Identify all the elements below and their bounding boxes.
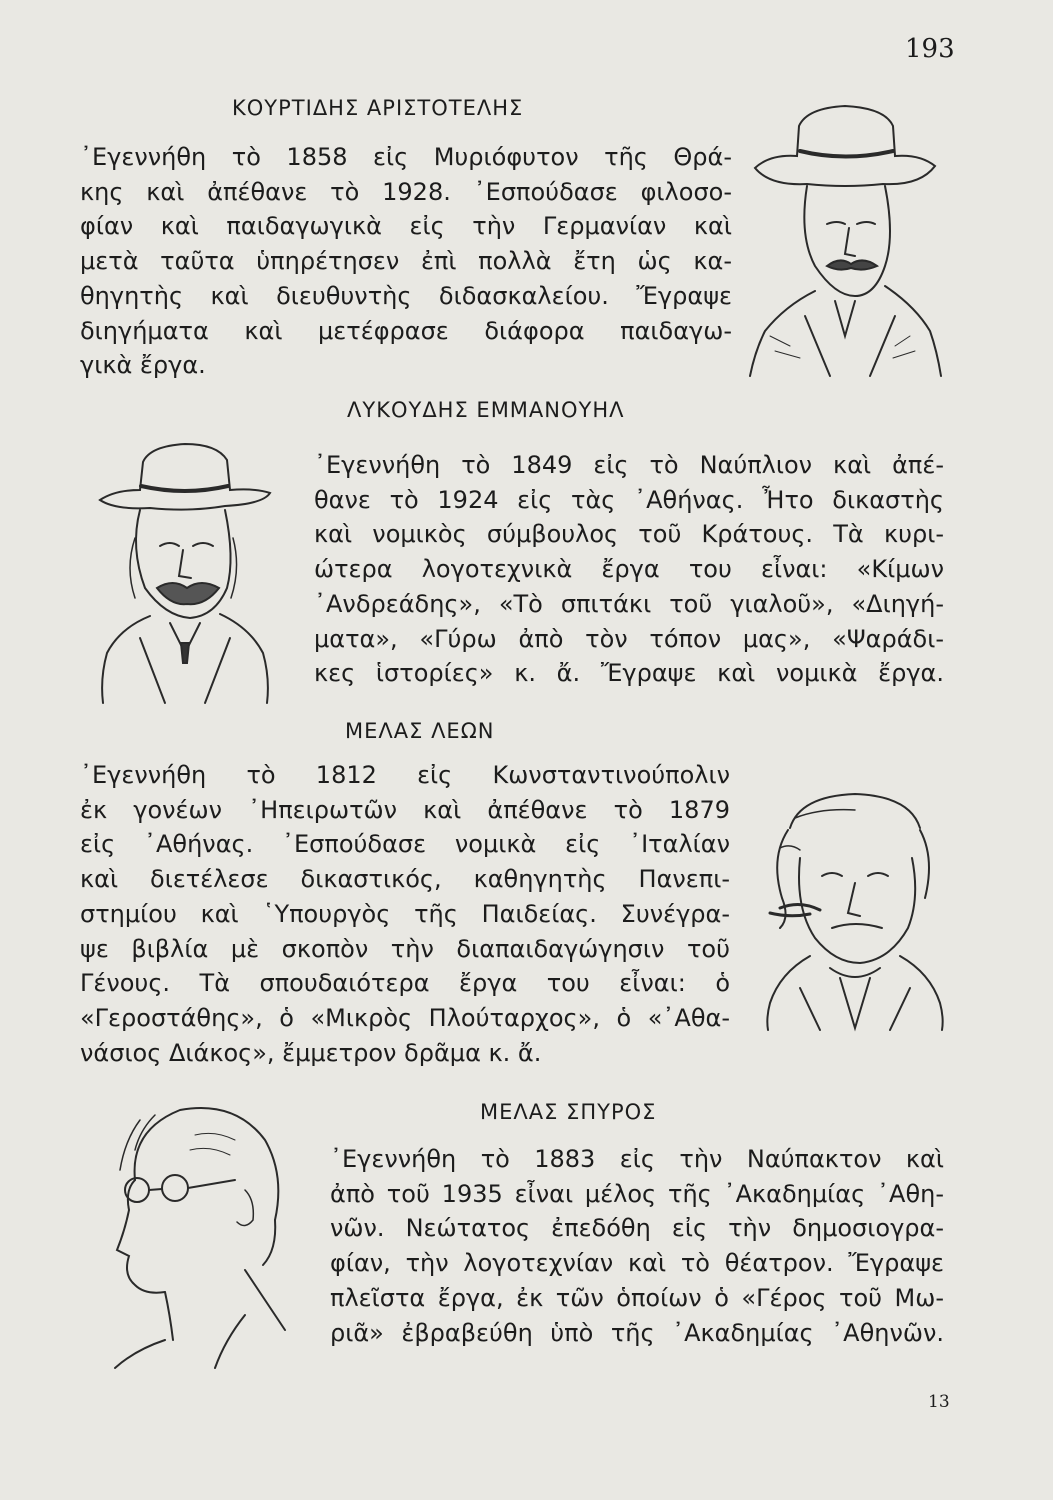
page-number: 193	[905, 34, 955, 64]
text-line: ᾿Εγεννήθη τὸ 1858 εἰς Μυριόφυτον τῆς Θρά-	[80, 143, 732, 171]
entry-heading-kourtidis: ΚΟΥΡΤΙΔΗΣ ΑΡΙΣΤΟΤΕΛΗΣ	[232, 96, 524, 120]
footer-page-number: 13	[928, 1392, 950, 1412]
text-line: γικὰ ἔργα.	[80, 351, 206, 380]
text-line: ᾿Εγεννήθη τὸ 1883 εἰς τὴν Ναύπακτον καὶ	[330, 1145, 944, 1173]
text-line: νάσιος Διάκος», ἔμμετρον δρᾶμα κ. ἄ.	[80, 1038, 542, 1067]
text-line: ριᾶ» ἐβραβεύθη ὑπὸ τῆς ᾿Ακαδημίας ᾿Αθηνῶν.	[330, 1318, 944, 1347]
entry-text-melas-leon	[80, 758, 730, 1070]
text-line: ματα», «Γύρω ἀπὸ τὸν τόπον μας», «Ψαράδι-	[314, 624, 944, 653]
entry-heading-melas-spyros: ΜΕΛΑΣ ΣΠΥΡΟΣ	[480, 1100, 657, 1124]
text-line: ᾿Εγεννήθη τὸ 1849 εἰς τὸ Ναύπλιον καὶ ἀπέ-	[314, 451, 944, 479]
portrait-lykoudis	[95, 438, 275, 708]
text-line: θηγητὴς καὶ διευθυντὴς διδασκαλείου. Ἔγραψε	[80, 281, 732, 310]
text-line: φίαν καὶ παιδαγωγικὰ εἰς τὴν Γερμανίαν καὶ	[80, 212, 732, 241]
entry-text-melas-spyros	[330, 1142, 944, 1350]
text-line: ᾿Εγεννήθη τὸ 1812 εἰς Κωνσταντινούπολιν	[80, 761, 730, 789]
text-line: κης καὶ ἀπέθανε τὸ 1928. ᾿Εσπούδασε φιλοσο-	[80, 177, 732, 206]
text-line: πλεῖστα ἔργα, ἐκ τῶν ὁποίων ὁ «Γέρος τοῦ Μω-	[330, 1283, 944, 1312]
entry-text-lykoudis	[314, 448, 944, 691]
text-line: καὶ διετέλεσε δικαστικός, καθηγητὴς Πανεπι-	[80, 865, 730, 894]
text-line: διηγήματα καὶ μετέφρασε διάφορα παιδαγω-	[80, 316, 732, 345]
text-line: ψε βιβλία μὲ σκοπὸν τὴν διαπαιδαγώγησιν τοῦ	[80, 934, 730, 963]
entry-heading-lykoudis: ΛΥΚΟΥΔΗΣ ΕΜΜΑΝΟΥΗΛ	[347, 398, 625, 422]
entry-text-kourtidis	[80, 140, 732, 383]
text-line: νῶν. Νεώτατος ἐπεδόθη εἰς τὴν δημοσιογρα-	[330, 1214, 944, 1243]
text-line: καὶ νομικὸς σύμβουλος τοῦ Κράτους. Τὰ κυρι-	[314, 520, 944, 549]
text-line: κες ἱστορίες» κ. ἄ. Ἔγραψε καὶ νομικὰ ἔργα.	[314, 659, 944, 688]
text-line: Γένους. Τὰ σπουδαιότερα ἔργα του εἶναι: ὁ	[80, 969, 730, 998]
text-line: φίαν, τὴν λογοτεχνίαν καὶ τὸ θέατρον. Ἔγραψε	[330, 1249, 944, 1278]
entry-heading-melas-leon: ΜΕΛΑΣ ΛΕΩΝ	[345, 719, 495, 743]
text-line: θανε τὸ 1924 εἰς τὰς ᾿Αθήνας. Ἦτο δικαστὴς	[314, 485, 944, 514]
text-line: ώτερα λογοτεχνικὰ ἔργα του εἶναι: «Κίμων	[314, 555, 944, 584]
text-line: ἀπὸ τοῦ 1935 εἶναι μέλος τῆς ᾿Ακαδημίας ᾿Αθη-	[330, 1179, 944, 1208]
text-line: ἐκ γονέων ᾿Ηπειρωτῶν καὶ ἀπέθανε τὸ 1879	[80, 795, 730, 824]
text-line: ᾿Ανδρεάδης», «Τὸ σπιτάκι τοῦ γιαλοῦ», «Διηγή-	[314, 589, 944, 618]
text-line: μετὰ ταῦτα ὑπηρέτησεν ἐπὶ πολλὰ ἔτη ὡς κα-	[80, 247, 732, 276]
portrait-kourtidis	[745, 96, 945, 381]
text-line: στημίου καὶ ῾Υπουργὸς τῆς Παιδείας. Συνέγρα-	[80, 899, 730, 928]
portrait-melas-leon	[760, 788, 950, 1033]
text-line: «Γεροστάθης», ὁ «Μικρὸς Πλούταρχος», ὁ «᾿Αθα-	[80, 1003, 730, 1032]
text-line: εἰς ᾿Αθήνας. ᾿Εσπούδασε νομικὰ εἰς ᾿Ιταλίαν	[80, 830, 730, 859]
portrait-melas-spyros	[95, 1100, 295, 1370]
